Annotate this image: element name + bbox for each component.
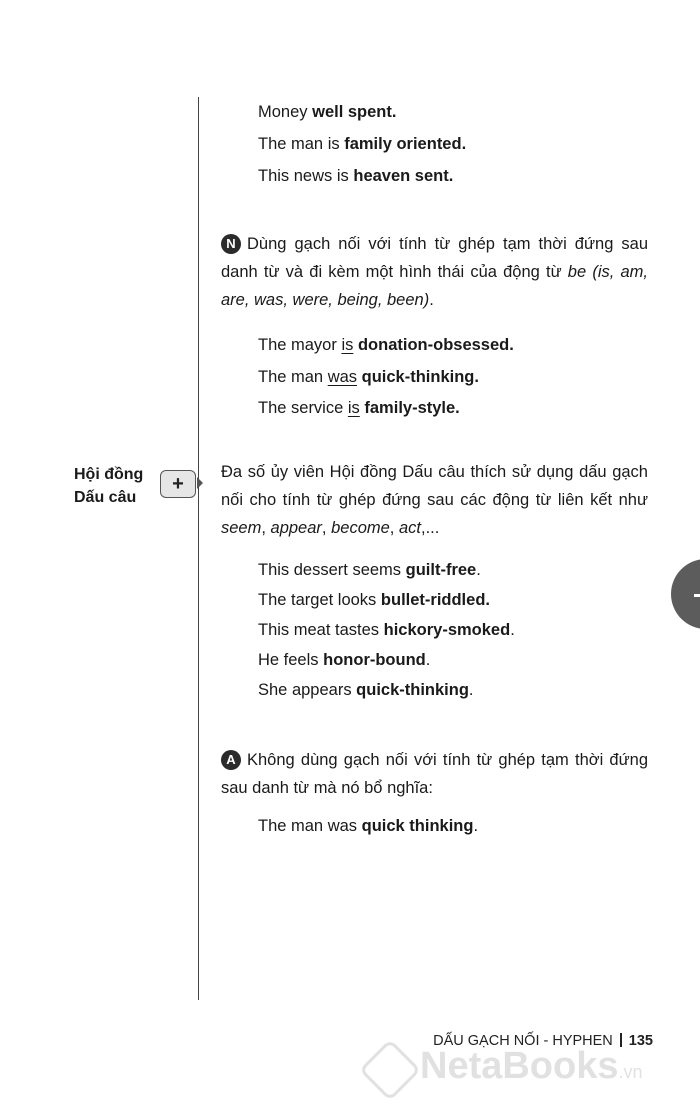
council-note-paragraph: Đa số ủy viên Hội đồng Dấu câu thích sử dụng dấu gạch nối cho tính từ ghép đứng sau các động từ liên kết như seem, appear, become, act,... [221, 463, 648, 537]
example-sentence: She appears quick-thinking. [258, 681, 474, 699]
pointer-arrow-icon [197, 477, 203, 489]
example-sentence: He feels honor-bound. [258, 651, 431, 669]
example-sentence: The mayor is donation-obsessed. [258, 336, 514, 354]
example-sentence: The man is family oriented. [258, 135, 467, 153]
plus-icon: + [160, 470, 196, 498]
example-sentence: The target looks bullet-riddled. [258, 591, 490, 609]
rule-a-marker: A [221, 750, 241, 770]
example-sentence: The man was quick thinking. [258, 817, 479, 835]
rule-n-marker: N [221, 234, 241, 254]
example-sentence: This dessert seems guilt-free. [258, 561, 481, 579]
rule-a-paragraph: A Không dùng gạch nối với tính từ ghép tạm thời đứng sau danh từ mà nó bổ nghĩa: [221, 751, 648, 797]
margin-rule [198, 97, 199, 1000]
council-sidebar-label [74, 463, 143, 509]
sidebar-label-line: Dấu câu [74, 489, 137, 506]
sidebar-label-line: Hội đồng [74, 466, 144, 483]
rule-n-paragraph: N Dùng gạch nối với tính từ ghép tạm thời đứng sau danh từ và đi kèm một hình thái của động từ be (is, am, are, was, were, being, been). [221, 235, 648, 309]
example-sentence: Money well spent. [258, 103, 397, 121]
page-number: 135 [628, 1033, 653, 1049]
watermark: NetaBooks.vn [420, 1045, 643, 1087]
hyphen-icon [694, 594, 700, 597]
example-sentence: The man was quick-thinking. [258, 368, 479, 386]
footer-chapter-title: DẤU GẠCH NỐI - HYPHEN [433, 1033, 613, 1049]
example-sentence: This news is heaven sent. [258, 167, 454, 185]
example-sentence: This meat tastes hickory-smoked. [258, 621, 515, 639]
example-sentence: The service is family-style. [258, 399, 460, 417]
watermark-logo-icon [359, 1039, 421, 1101]
